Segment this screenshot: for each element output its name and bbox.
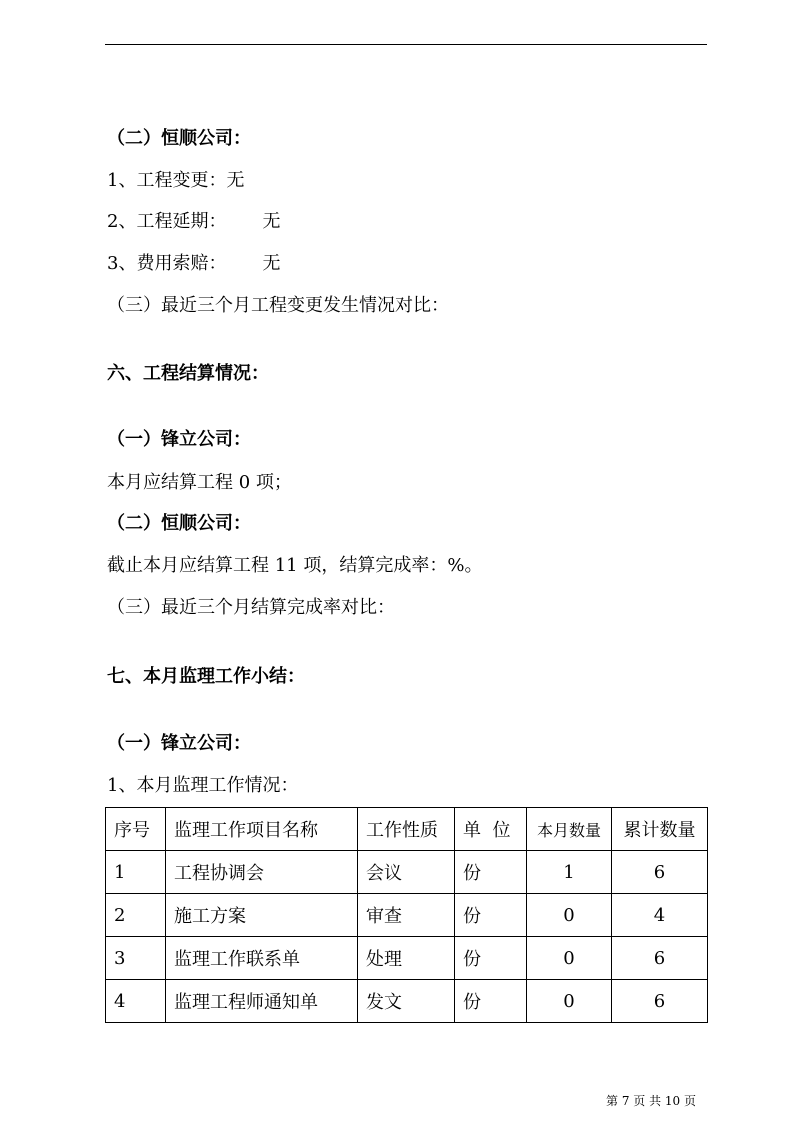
row-month-qty: 1: [527, 851, 612, 894]
monthly-work-item: 1、本月监理工作情况：: [107, 775, 299, 796]
row-unit: 份: [455, 980, 527, 1023]
table-row: [106, 894, 708, 937]
engineering-delay-line: [107, 210, 280, 234]
header-nature: 工作性质: [358, 808, 455, 851]
settlement-comparison-line: （三）最近三个月结算完成率对比：: [107, 597, 395, 618]
row-total-qty: 4: [612, 894, 708, 937]
header-item-name: 监理工作项目名称: [166, 808, 358, 851]
row-seq: 2: [106, 894, 166, 937]
engineering-delay-value: 无: [262, 211, 281, 232]
row-total-qty: 6: [612, 851, 708, 894]
cost-claim-line: [107, 252, 280, 276]
header-rule: [105, 44, 707, 45]
heng-shun-settlement-text: 截止本月应结算工程 11 项，结算完成率：%。: [107, 555, 483, 576]
row-month-qty: 0: [527, 894, 612, 937]
row-unit: 份: [455, 851, 527, 894]
row-month-qty: 0: [527, 980, 612, 1023]
row-nature: 审查: [358, 894, 455, 937]
header-unit: 单 位: [455, 808, 527, 851]
row-seq: 3: [106, 937, 166, 980]
feng-li-heading: （一）锋立公司：: [107, 429, 251, 450]
page-number: 第 7 页 共 10 页: [606, 1094, 696, 1108]
engineering-change-line: [107, 169, 244, 193]
supervision-work-table: [105, 807, 708, 1023]
row-item-name: 施工方案: [166, 894, 358, 937]
heng-shun-heading: （二）恒顺公司：: [107, 128, 251, 149]
engineering-change-label: 1、工程变更：无: [107, 170, 245, 191]
row-seq: 1: [106, 851, 166, 894]
change-comparison-line: （三）最近三个月工程变更发生情况对比：: [107, 295, 449, 316]
feng-li-work-heading: （一）锋立公司：: [107, 733, 251, 754]
row-seq: 4: [106, 980, 166, 1023]
table-row: [106, 980, 708, 1023]
cost-claim-label: 3、费用索赔：: [107, 253, 227, 274]
row-unit: 份: [455, 894, 527, 937]
row-item-name: 工程协调会: [166, 851, 358, 894]
row-nature: 发文: [358, 980, 455, 1023]
table-row: [106, 851, 708, 894]
row-item-name: 监理工作联系单: [166, 937, 358, 980]
feng-li-settlement-text: 本月应结算工程 0 项；: [107, 472, 292, 493]
row-nature: 处理: [358, 937, 455, 980]
section-seven-title: 七、本月监理工作小结：: [107, 666, 305, 687]
table-row: [106, 937, 708, 980]
row-nature: 会议: [358, 851, 455, 894]
heng-shun-settlement-heading: （二）恒顺公司：: [107, 513, 251, 534]
table-header-row: [106, 808, 708, 851]
header-seq: 序号: [106, 808, 166, 851]
row-total-qty: 6: [612, 980, 708, 1023]
header-month-qty: 本月数量: [527, 808, 612, 851]
row-item-name: 监理工程师通知单: [166, 980, 358, 1023]
cost-claim-value: 无: [262, 253, 281, 274]
section-six-title: 六、工程结算情况：: [107, 363, 269, 384]
row-total-qty: 6: [612, 937, 708, 980]
row-month-qty: 0: [527, 937, 612, 980]
engineering-delay-label: 2、工程延期：: [107, 211, 227, 232]
row-unit: 份: [455, 937, 527, 980]
header-total-qty: 累计数量: [612, 808, 708, 851]
